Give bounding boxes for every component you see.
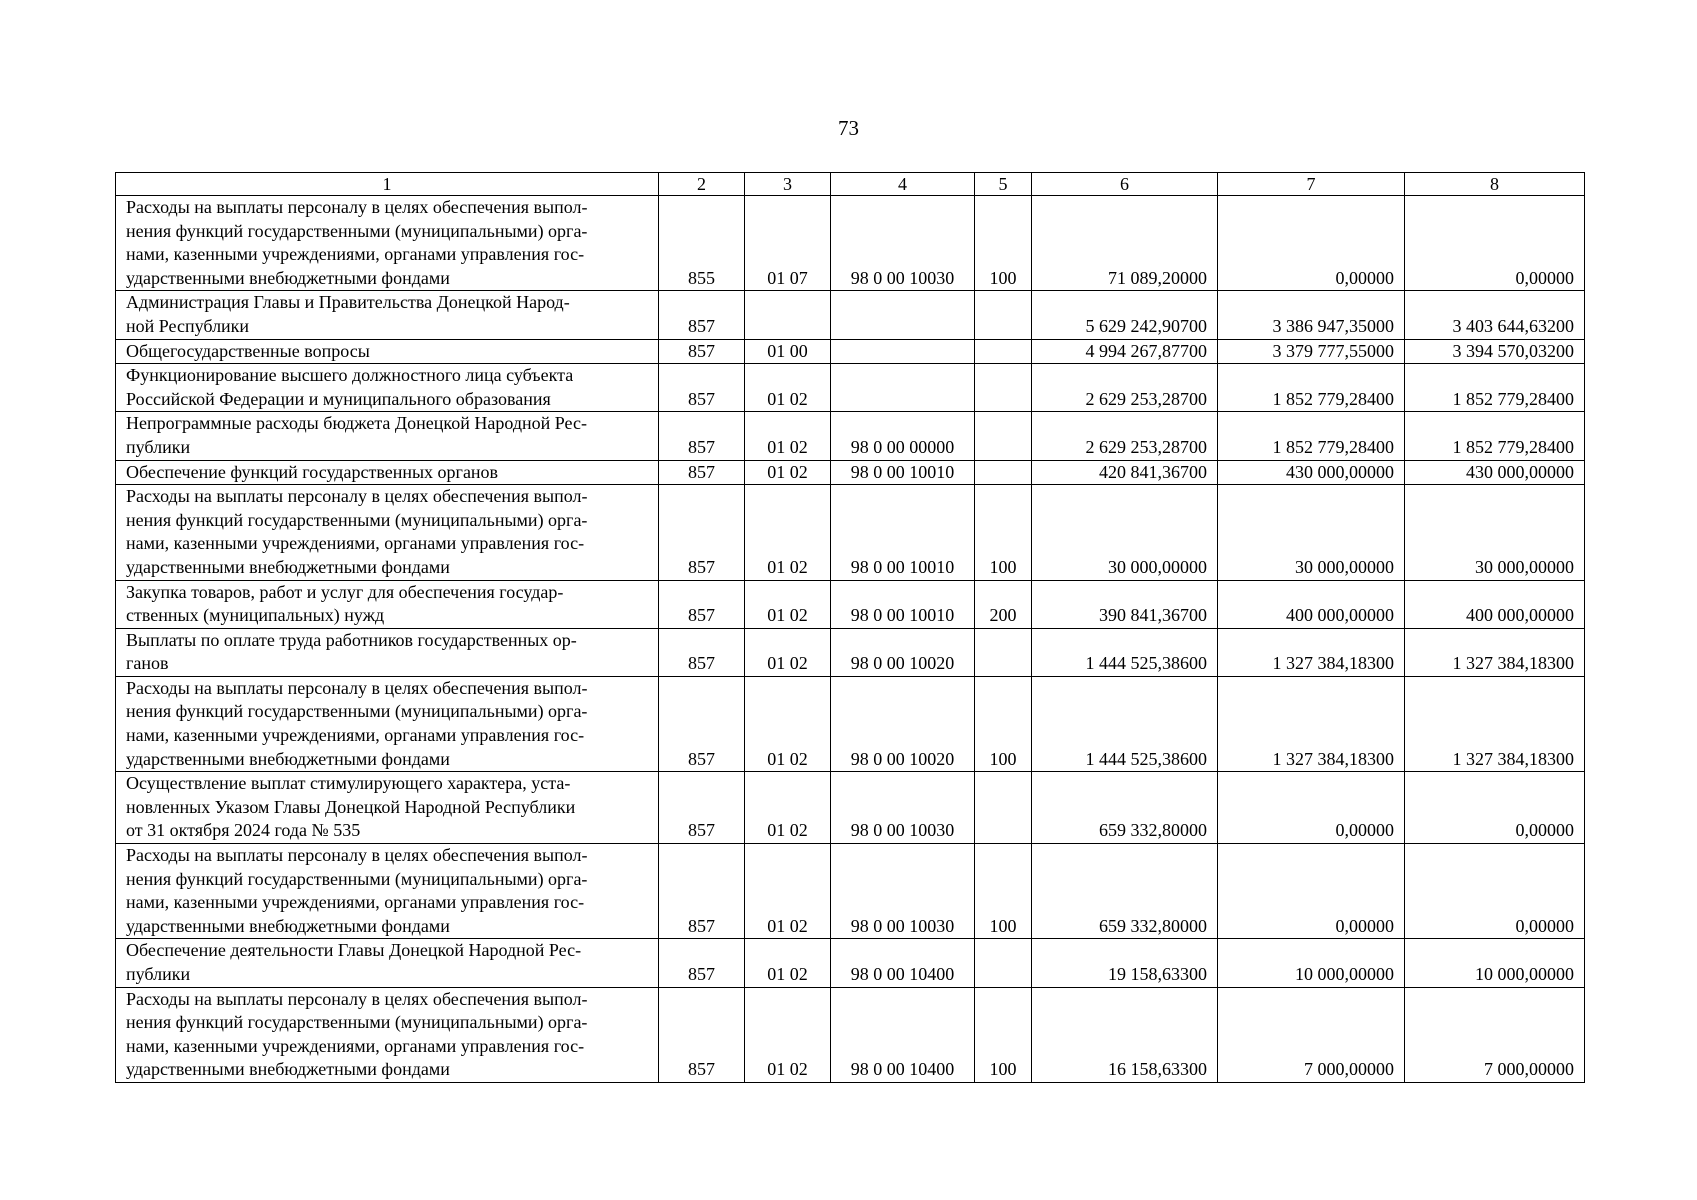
table-row [116, 460, 1585, 485]
table-row [116, 676, 1585, 771]
expense-name-line: Закупка товаров, работ и услуг для обеспечения государ- [126, 581, 564, 602]
expense-name [116, 987, 659, 1082]
expense-name-line: ственных (муниципальных) нужд [126, 605, 385, 626]
expense-name-line: публики [126, 964, 191, 984]
budget-table [115, 172, 1585, 1083]
amount-col-6: 1 444 525,38600 [1032, 628, 1218, 676]
section-code: 01 02 [745, 628, 831, 676]
column-number-8: 8 [1405, 173, 1585, 196]
amount-col-7: 3 379 777,55000 [1218, 339, 1405, 364]
target-article-code: 98 0 00 10030 [831, 196, 975, 291]
expense-type-code [975, 412, 1032, 460]
chapter-code: 857 [659, 460, 745, 485]
chapter-code: 857 [659, 364, 745, 412]
expense-type-code [975, 772, 1032, 844]
section-code: 01 02 [745, 939, 831, 987]
expense-name-line: Функционирование высшего должностного лица субъекта [126, 365, 574, 386]
chapter-code: 857 [659, 412, 745, 460]
amount-col-7: 7 000,00000 [1218, 987, 1405, 1082]
expense-type-code: 100 [975, 196, 1032, 291]
expense-name [116, 939, 659, 987]
chapter-code: 857 [659, 844, 745, 939]
chapter-code: 857 [659, 772, 745, 844]
section-code [745, 291, 831, 339]
chapter-code: 855 [659, 196, 745, 291]
target-article-code [831, 339, 975, 364]
section-code: 01 07 [745, 196, 831, 291]
amount-col-6: 30 000,00000 [1032, 485, 1218, 580]
expense-name-line: нами, казенными учреждениями, органами управления гос- [126, 892, 585, 913]
expense-name [116, 628, 659, 676]
amount-col-7: 0,00000 [1218, 844, 1405, 939]
target-article-code: 98 0 00 10010 [831, 485, 975, 580]
amount-col-8: 0,00000 [1405, 844, 1585, 939]
column-number-6: 6 [1032, 173, 1218, 196]
expense-name [116, 196, 659, 291]
amount-col-8: 3 394 570,03200 [1405, 339, 1585, 364]
amount-col-8: 430 000,00000 [1405, 460, 1585, 485]
section-code: 01 02 [745, 844, 831, 939]
expense-name-line: нами, казенными учреждениями, органами управления гос- [126, 533, 585, 554]
expense-name-line: Российской Федерации и муниципального образования [126, 388, 551, 409]
expense-name-line: Расходы на выплаты персоналу в целях обеспечения выпол- [126, 197, 588, 217]
expense-type-code: 200 [975, 580, 1032, 628]
chapter-code: 857 [659, 485, 745, 580]
amount-col-6: 4 994 267,87700 [1032, 339, 1218, 364]
section-code: 01 02 [745, 676, 831, 771]
chapter-code: 857 [659, 676, 745, 771]
expense-name-line: ударственными внебюджетными фондами [126, 1059, 450, 1080]
expense-name-line: нения функций государственными (муниципальными) орга- [126, 868, 588, 889]
table-row [116, 485, 1585, 580]
expense-name [116, 291, 659, 339]
expense-type-code [975, 364, 1032, 412]
expense-name-line: Расходы на выплаты персоналу в целях обеспечения выпол- [126, 845, 588, 866]
target-article-code [831, 364, 975, 412]
expense-name-line: нами, казенными учреждениями, органами управления гос- [126, 244, 585, 265]
amount-col-8: 30 000,00000 [1405, 485, 1585, 580]
column-number-1: 1 [116, 173, 659, 196]
amount-col-6: 420 841,36700 [1032, 460, 1218, 485]
section-code: 01 02 [745, 485, 831, 580]
table-row [116, 628, 1585, 676]
amount-col-6: 659 332,80000 [1032, 844, 1218, 939]
amount-col-8: 1 327 384,18300 [1405, 628, 1585, 676]
table-row [116, 939, 1585, 987]
amount-col-7: 1 327 384,18300 [1218, 628, 1405, 676]
expense-name-line: нения функций государственными (муниципальными) орга- [126, 220, 588, 241]
expense-type-code [975, 460, 1032, 485]
target-article-code: 98 0 00 10400 [831, 987, 975, 1082]
column-number-3: 3 [745, 173, 831, 196]
expense-name [116, 676, 659, 771]
target-article-code: 98 0 00 10020 [831, 628, 975, 676]
expense-name-line: нения функций государственными (муниципальными) орга- [126, 1012, 588, 1033]
section-code: 01 02 [745, 987, 831, 1082]
expense-name-line: Выплаты по оплате труда работников государственных ор- [126, 629, 577, 650]
section-code: 01 00 [745, 339, 831, 364]
table-row [116, 364, 1585, 412]
amount-col-7: 10 000,00000 [1218, 939, 1405, 987]
expense-name [116, 772, 659, 844]
table-body [116, 196, 1585, 1083]
expense-name-line: нения функций государственными (муниципальными) орга- [126, 701, 588, 722]
expense-type-code [975, 291, 1032, 339]
amount-col-7: 0,00000 [1218, 772, 1405, 844]
chapter-code: 857 [659, 939, 745, 987]
amount-col-8: 0,00000 [1405, 196, 1585, 291]
expense-name-line: Расходы на выплаты персоналу в целях обеспечения выпол- [126, 988, 588, 1009]
expense-name [116, 412, 659, 460]
amount-col-7: 3 386 947,35000 [1218, 291, 1405, 339]
amount-col-7: 430 000,00000 [1218, 460, 1405, 485]
table-row [116, 412, 1585, 460]
amount-col-8: 7 000,00000 [1405, 987, 1585, 1082]
table-row [116, 580, 1585, 628]
chapter-code: 857 [659, 339, 745, 364]
column-number-2: 2 [659, 173, 745, 196]
expense-name-line: публики [126, 436, 191, 457]
expense-type-code: 100 [975, 844, 1032, 939]
table-row [116, 196, 1585, 291]
amount-col-6: 71 089,20000 [1032, 196, 1218, 291]
amount-col-7: 1 327 384,18300 [1218, 676, 1405, 771]
table-row [116, 339, 1585, 364]
expense-name-line: ударственными внебюджетными фондами [126, 556, 450, 577]
expense-name-line: Осуществление выплат стимулирующего характера, уста- [126, 773, 571, 794]
expense-name [116, 460, 659, 485]
column-number-7: 7 [1218, 173, 1405, 196]
expense-name [116, 339, 659, 364]
table-row [116, 291, 1585, 339]
amount-col-8: 1 852 779,28400 [1405, 364, 1585, 412]
expense-type-code [975, 628, 1032, 676]
amount-col-6: 16 158,63300 [1032, 987, 1218, 1082]
expense-type-code: 100 [975, 676, 1032, 771]
column-number-4: 4 [831, 173, 975, 196]
amount-col-6: 2 629 253,28700 [1032, 364, 1218, 412]
expense-name-line: ударственными внебюджетными фондами [126, 748, 450, 769]
expense-name-line: Обеспечение деятельности Главы Донецкой Народной Рес- [126, 940, 582, 961]
target-article-code: 98 0 00 10020 [831, 676, 975, 771]
expense-name-line: ганов [126, 653, 169, 674]
expense-name-line: нами, казенными учреждениями, органами управления гос- [126, 725, 585, 746]
expense-type-code [975, 939, 1032, 987]
target-article-code: 98 0 00 10030 [831, 844, 975, 939]
table-row [116, 772, 1585, 844]
expense-name [116, 364, 659, 412]
target-article-code: 98 0 00 10010 [831, 460, 975, 485]
section-code: 01 02 [745, 412, 831, 460]
expense-name-line: Расходы на выплаты персоналу в целях обеспечения выпол- [126, 677, 588, 698]
amount-col-6: 5 629 242,90700 [1032, 291, 1218, 339]
expense-name-line: нения функций государственными (муниципальными) орга- [126, 509, 588, 530]
chapter-code: 857 [659, 580, 745, 628]
table-row [116, 987, 1585, 1082]
amount-col-7: 1 852 779,28400 [1218, 364, 1405, 412]
chapter-code: 857 [659, 291, 745, 339]
amount-col-6: 390 841,36700 [1032, 580, 1218, 628]
amount-col-8: 3 403 644,63200 [1405, 291, 1585, 339]
target-article-code: 98 0 00 00000 [831, 412, 975, 460]
expense-name [116, 844, 659, 939]
column-number-5: 5 [975, 173, 1032, 196]
target-article-code: 98 0 00 10010 [831, 580, 975, 628]
target-article-code [831, 291, 975, 339]
page-number: 73 [838, 116, 859, 140]
expense-type-code [975, 339, 1032, 364]
expense-type-code: 100 [975, 485, 1032, 580]
chapter-code: 857 [659, 987, 745, 1082]
expense-name-line: Обеспечение функций государственных органов [126, 461, 499, 482]
expense-name-line: Общегосударственные вопросы [126, 340, 370, 361]
expense-name-line: от 31 октября 2024 года № 535 [126, 820, 361, 841]
expense-name-line: Непрограммные расходы бюджета Донецкой Народной Рес- [126, 413, 587, 434]
expense-type-code: 100 [975, 987, 1032, 1082]
section-code: 01 02 [745, 364, 831, 412]
expense-name-line: новленных Указом Главы Донецкой Народной Республики [126, 796, 576, 817]
expense-name-line: ной Республики [126, 315, 250, 336]
amount-col-6: 19 158,63300 [1032, 939, 1218, 987]
amount-col-8: 1 852 779,28400 [1405, 412, 1585, 460]
amount-col-6: 659 332,80000 [1032, 772, 1218, 844]
expense-name-line: ударственными внебюджетными фондами [126, 915, 450, 936]
section-code: 01 02 [745, 580, 831, 628]
target-article-code: 98 0 00 10400 [831, 939, 975, 987]
expense-name-line: ударственными внебюджетными фондами [126, 267, 450, 288]
expense-name-line: Администрация Главы и Правительства Донецкой Народ- [126, 292, 570, 313]
amount-col-7: 0,00000 [1218, 196, 1405, 291]
amount-col-8: 10 000,00000 [1405, 939, 1585, 987]
expense-name [116, 580, 659, 628]
expense-name-line: Расходы на выплаты персоналу в целях обеспечения выпол- [126, 486, 588, 507]
target-article-code: 98 0 00 10030 [831, 772, 975, 844]
amount-col-8: 1 327 384,18300 [1405, 676, 1585, 771]
expense-name-line: нами, казенными учреждениями, органами управления гос- [126, 1035, 585, 1056]
section-code: 01 02 [745, 460, 831, 485]
amount-col-7: 1 852 779,28400 [1218, 412, 1405, 460]
amount-col-7: 30 000,00000 [1218, 485, 1405, 580]
table-row [116, 844, 1585, 939]
amount-col-6: 2 629 253,28700 [1032, 412, 1218, 460]
amount-col-7: 400 000,00000 [1218, 580, 1405, 628]
amount-col-8: 400 000,00000 [1405, 580, 1585, 628]
expense-name [116, 485, 659, 580]
amount-col-6: 1 444 525,38600 [1032, 676, 1218, 771]
amount-col-8: 0,00000 [1405, 772, 1585, 844]
column-number-row [116, 173, 1585, 196]
section-code: 01 02 [745, 772, 831, 844]
chapter-code: 857 [659, 628, 745, 676]
